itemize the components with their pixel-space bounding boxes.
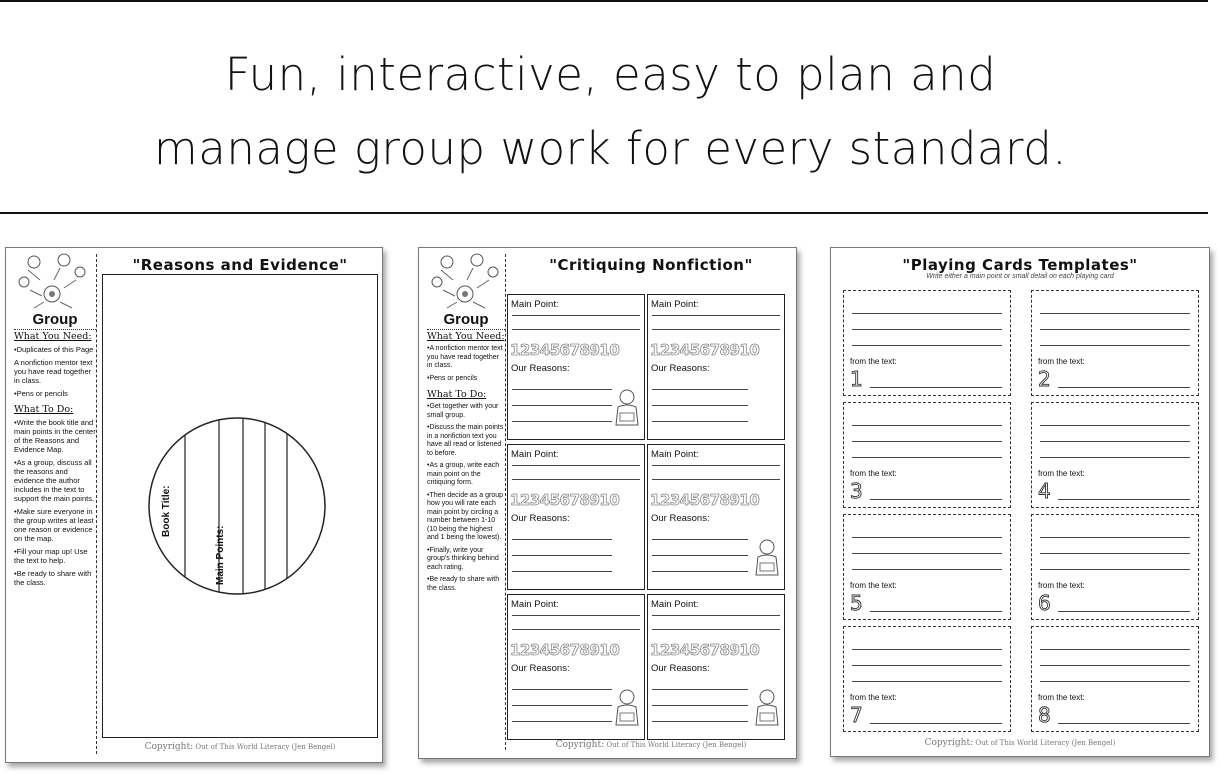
- from-text-label: from the text:: [850, 693, 897, 702]
- group-heading: Group: [32, 311, 78, 328]
- write-line[interactable]: [512, 389, 612, 390]
- group-kids-illustration: [14, 252, 90, 310]
- todo-item: •Get together with your small group.: [427, 403, 499, 419]
- todo-item: •Fill your map up! Use the text to help.: [14, 547, 88, 565]
- write-line[interactable]: [652, 705, 748, 706]
- write-line[interactable]: [652, 721, 748, 722]
- write-line[interactable]: [512, 479, 640, 480]
- top-divider: [0, 0, 1208, 2]
- write-line[interactable]: [512, 629, 640, 630]
- write-line[interactable]: [852, 313, 1002, 314]
- copyright-label: Copyright:: [555, 740, 605, 750]
- copyright-line: [102, 742, 378, 752]
- write-line[interactable]: [512, 571, 612, 572]
- evidence-map-frame: [102, 274, 378, 738]
- write-line[interactable]: [1040, 313, 1190, 314]
- reading-kid-illustration: [612, 687, 642, 731]
- need-item: •A nonfiction mentor text you have read together in class.: [427, 345, 503, 369]
- card-number: 5: [850, 591, 863, 615]
- write-line[interactable]: [1040, 665, 1190, 666]
- write-line[interactable]: [512, 721, 612, 722]
- copyright-label: Copyright:: [924, 738, 974, 748]
- write-line[interactable]: [512, 421, 612, 422]
- write-line[interactable]: [652, 629, 780, 630]
- group-kids-illustration: [427, 252, 503, 310]
- write-line[interactable]: [652, 615, 780, 616]
- todo-item: •Make sure everyone in the group writes at least one reason or evidence on the map.: [14, 507, 94, 543]
- copyright-line: [509, 740, 793, 750]
- page-reasons-evidence: [5, 247, 383, 763]
- write-line[interactable]: [852, 569, 1002, 570]
- main-point-label: Main Point:: [511, 599, 559, 610]
- copyright-text: Out of This World Literacy (Jen Bengel): [975, 739, 1116, 747]
- rating-numbers[interactable]: 12345678910: [650, 341, 760, 359]
- write-line[interactable]: [652, 315, 780, 316]
- write-line[interactable]: [652, 571, 748, 572]
- main-point-label: Main Point:: [511, 299, 559, 310]
- write-line[interactable]: [652, 479, 780, 480]
- write-line[interactable]: [1040, 681, 1190, 682]
- reasons-evidence-map: [147, 411, 327, 601]
- instructions-sidebar: [427, 312, 505, 597]
- page-title: "Playing Cards Templates": [902, 256, 1138, 274]
- write-line[interactable]: [652, 539, 748, 540]
- what-you-need-heading: What You Need:: [427, 331, 505, 342]
- write-line[interactable]: [652, 329, 780, 330]
- our-reasons-label: Our Reasons:: [511, 363, 570, 374]
- write-line[interactable]: [870, 723, 1002, 724]
- write-line[interactable]: [852, 425, 1002, 426]
- rating-numbers[interactable]: 12345678910: [650, 491, 760, 509]
- write-line[interactable]: [870, 499, 1002, 500]
- todo-item: •As a group, write each main point on the critiquing form.: [427, 462, 500, 486]
- sidebar-divider: [96, 254, 97, 754]
- write-line[interactable]: [852, 537, 1002, 538]
- playing-card: [843, 626, 1011, 732]
- headline-line-1: Fun, interactive, easy to plan and: [224, 48, 997, 101]
- critique-box: [647, 444, 785, 590]
- write-line[interactable]: [652, 389, 748, 390]
- our-reasons-label: Our Reasons:: [651, 513, 710, 524]
- write-line[interactable]: [852, 681, 1002, 682]
- page-critiquing-nonfiction: [418, 247, 797, 759]
- critique-box: [507, 444, 645, 590]
- copyright-text: Out of This World Literacy (Jen Bengel): [606, 741, 747, 749]
- critique-box: [647, 294, 785, 440]
- rating-numbers[interactable]: 12345678910: [510, 341, 620, 359]
- from-text-label: from the text:: [850, 357, 897, 366]
- card-number: 3: [850, 479, 863, 503]
- need-item: •Duplicates of this Page: [14, 345, 94, 354]
- card-number: 2: [1038, 367, 1051, 391]
- reading-kid-illustration: [612, 387, 642, 431]
- write-line[interactable]: [852, 457, 1002, 458]
- book-title-label: Book Title:: [161, 485, 172, 537]
- sidebar-divider: [505, 254, 506, 750]
- write-line[interactable]: [512, 465, 640, 466]
- card-number: 6: [1038, 591, 1051, 615]
- reading-kid-illustration: [752, 687, 782, 731]
- write-line[interactable]: [512, 315, 640, 316]
- write-line[interactable]: [512, 615, 640, 616]
- what-to-do-heading: What To Do:: [427, 389, 487, 400]
- from-text-label: from the text:: [1038, 469, 1085, 478]
- write-line[interactable]: [870, 387, 1002, 388]
- critique-box: [647, 594, 785, 740]
- write-line[interactable]: [512, 555, 612, 556]
- write-line[interactable]: [652, 405, 748, 406]
- our-reasons-label: Our Reasons:: [651, 363, 710, 374]
- copyright-label: Copyright:: [144, 742, 194, 752]
- write-line[interactable]: [1040, 441, 1190, 442]
- card-number: 7: [850, 703, 863, 727]
- playing-card: [843, 402, 1011, 508]
- page-title: "Reasons and Evidence": [132, 256, 348, 274]
- write-line[interactable]: [1058, 387, 1190, 388]
- instructions-sidebar: [14, 312, 96, 591]
- critique-box: [507, 294, 645, 440]
- write-line[interactable]: [1058, 611, 1190, 612]
- write-line[interactable]: [1040, 649, 1190, 650]
- what-you-need-heading: What You Need:: [14, 331, 92, 342]
- page-subtitle: Write either a main point or small detail on each playing card: [926, 273, 1114, 280]
- from-text-label: from the text:: [1038, 693, 1085, 702]
- playing-card: [1031, 290, 1199, 396]
- write-line[interactable]: [852, 649, 1002, 650]
- group-heading: Group: [443, 311, 489, 328]
- write-line[interactable]: [512, 689, 612, 690]
- card-number: 1: [850, 367, 863, 391]
- main-point-label: Main Point:: [651, 299, 699, 310]
- our-reasons-label: Our Reasons:: [651, 663, 710, 674]
- need-item: •Pens or pencils: [14, 389, 68, 398]
- from-text-label: from the text:: [850, 581, 897, 590]
- write-line[interactable]: [1058, 723, 1190, 724]
- rating-numbers[interactable]: 12345678910: [510, 491, 620, 509]
- bottom-divider: [0, 212, 1208, 214]
- todo-item: •As a group, discuss all the reasons and evidence the author includes in the text to support the main points.: [14, 458, 95, 503]
- write-line[interactable]: [652, 689, 748, 690]
- write-line[interactable]: [512, 329, 640, 330]
- rating-numbers[interactable]: 12345678910: [510, 641, 620, 659]
- main-point-label: Main Point:: [511, 449, 559, 460]
- from-text-label: from the text:: [1038, 357, 1085, 366]
- write-line[interactable]: [512, 705, 612, 706]
- write-line[interactable]: [512, 405, 612, 406]
- rating-numbers[interactable]: 12345678910: [650, 641, 760, 659]
- card-number: 8: [1038, 703, 1051, 727]
- write-line[interactable]: [652, 421, 748, 422]
- from-text-label: from the text:: [850, 469, 897, 478]
- critique-box: [507, 594, 645, 740]
- todo-item: •Finally, write your group's thinking behind each rating.: [427, 546, 499, 571]
- write-line[interactable]: [852, 345, 1002, 346]
- write-line[interactable]: [1040, 569, 1190, 570]
- reading-kid-illustration: [752, 537, 782, 581]
- page-title: "Critiquing Nonfiction": [549, 256, 753, 274]
- write-line[interactable]: [1040, 553, 1190, 554]
- playing-card: [1031, 514, 1199, 620]
- main-point-label: Main Point:: [651, 449, 699, 460]
- copyright-line: [831, 738, 1209, 748]
- from-text-label: from the text:: [1038, 581, 1085, 590]
- main-points-label: Main Points:: [215, 525, 226, 585]
- todo-item: •Be ready to share with the class.: [14, 569, 92, 587]
- todo-item: •Discuss the main points in a nonfiction text you have all read or listened to before.: [427, 424, 504, 457]
- need-item: •Pens or pencils: [427, 374, 478, 382]
- our-reasons-label: Our Reasons:: [511, 663, 570, 674]
- write-line[interactable]: [652, 555, 748, 556]
- write-line[interactable]: [652, 465, 780, 466]
- todo-item: •Be ready to share with the class.: [427, 576, 500, 592]
- write-line[interactable]: [1040, 537, 1190, 538]
- todo-item: •Then decide as a group how you will rate each main point by circling a number between 1-10 (10 being the highest and 1 being the lowest).: [427, 491, 504, 541]
- write-line[interactable]: [1040, 457, 1190, 458]
- page-playing-cards: [830, 247, 1210, 757]
- playing-card: [1031, 402, 1199, 508]
- write-line[interactable]: [852, 441, 1002, 442]
- playing-card: [843, 514, 1011, 620]
- write-line[interactable]: [852, 329, 1002, 330]
- main-point-label: Main Point:: [651, 599, 699, 610]
- todo-item: •Write the book title and main points in the center of the Reasons and Evidence Map.: [14, 418, 96, 454]
- write-line[interactable]: [852, 553, 1002, 554]
- our-reasons-label: Our Reasons:: [511, 513, 570, 524]
- card-number: 4: [1038, 479, 1051, 503]
- write-line[interactable]: [852, 665, 1002, 666]
- write-line[interactable]: [1058, 499, 1190, 500]
- write-line[interactable]: [1040, 425, 1190, 426]
- playing-card: [1031, 626, 1199, 732]
- write-line[interactable]: [1040, 329, 1190, 330]
- need-item: A nonfiction mentor text you have read together in class.: [14, 358, 93, 385]
- write-line[interactable]: [870, 611, 1002, 612]
- headline-line-2: manage group work for every standard.: [153, 122, 1068, 175]
- what-to-do-heading: What To Do:: [14, 404, 74, 415]
- playing-card: [843, 290, 1011, 396]
- write-line[interactable]: [512, 539, 612, 540]
- copyright-text: Out of This World Literacy (Jen Bengel): [195, 743, 336, 751]
- write-line[interactable]: [1040, 345, 1190, 346]
